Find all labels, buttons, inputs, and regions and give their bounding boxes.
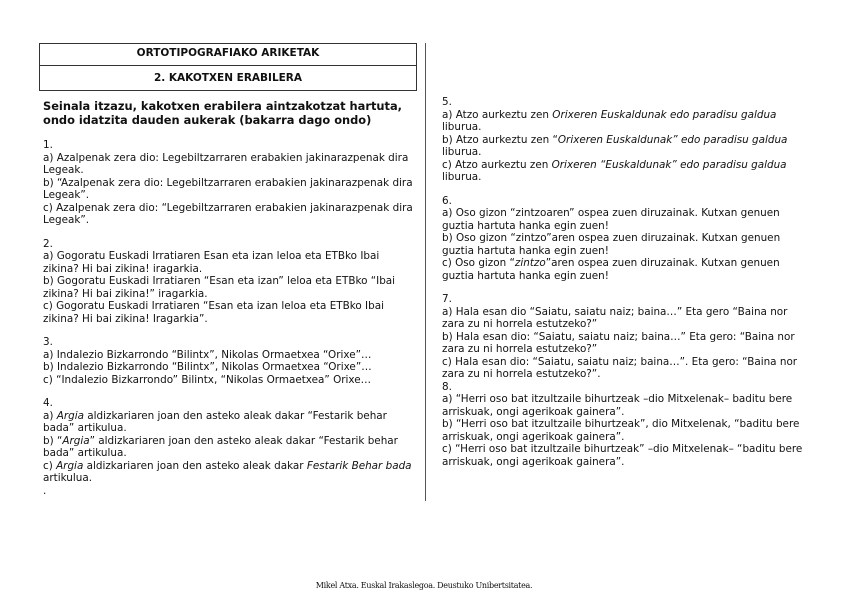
option-text: c) Gogoratu Euskadi Irratiaren “Esan eta izan leloa eta ETBko Ibai zikina? Hi bai zikina! Iragarkia”. <box>43 300 384 325</box>
document-subtitle: 2. KAKOTXEN ERABILERA <box>153 72 303 84</box>
question-number: 2. <box>43 237 53 250</box>
option-text: c) Azalpenak zera dio: “Legebiltzarraren erabakien jakinarazpenak dira Legeak”. <box>43 201 413 226</box>
option-text: b) “Azalpenak zera dio: Legebiltzarraren erabakien jakinarazpenak dira Legeak”. <box>43 176 413 201</box>
question-number: 7. <box>442 293 452 305</box>
question-number: 6. <box>442 194 452 207</box>
right-column <box>442 96 807 479</box>
option-text: c) <box>43 459 57 472</box>
question-number: 5. <box>442 96 452 108</box>
option-text: a) Atzo aurkeztu zen <box>442 108 553 121</box>
option-text: a) Oso gizon “zintzoaren” ospea zuen diruzainak. Kutxan genuen guztia hartuta hanka egin zuen! <box>442 207 780 232</box>
question-8 <box>442 381 807 469</box>
option-text: a) Azalpenak zera dio: Legebiltzarraren erabakien jakinarazpenak dira Legeak. <box>43 151 409 176</box>
answer-option-b[interactable] <box>43 177 413 202</box>
option-text: liburua. <box>442 121 482 133</box>
answer-option-c[interactable] <box>43 460 413 485</box>
option-text: c) Atzo aurkeztu zen <box>442 158 552 171</box>
option-text: b) “ <box>43 434 63 447</box>
question-3 <box>43 336 413 386</box>
question-4 <box>43 397 413 497</box>
italic-text: Argia <box>62 434 90 447</box>
question-2 <box>43 238 413 326</box>
question-number: 4. <box>43 397 53 409</box>
option-text: a) Hala esan dio “Saiatu, saiatu naiz; baina…” Eta gero “Baina nor zara zu ni horrela estutzeko?” <box>442 305 788 330</box>
option-text: b) Oso gizon “zintzo”aren ospea zuen diruzainak. Kutxan genuen guztia hartuta hanka egin zuen! <box>442 232 781 257</box>
option-text: b) Indalezio Bizkarrondo “Bilintx”, Nikolas Ormaetxea “Orixe”… <box>43 361 372 373</box>
header-divider <box>40 65 416 66</box>
instruction-text: Seinala itzazu, kakotxen erabilera aintzakotzat hartuta, ondo idatzita dauden aukerak (bakarra dago ondo) <box>43 99 402 127</box>
option-text: liburua. <box>442 171 482 183</box>
answer-option-b[interactable] <box>442 232 807 257</box>
answer-option-c[interactable] <box>43 300 413 325</box>
left-column <box>43 100 413 508</box>
option-text: a) Gogoratu Euskadi Irratiaren Esan eta izan leloa eta ETBko Ibai zikina? Hi bai zikina! iragarkia. <box>43 250 380 275</box>
question-7 <box>442 293 807 381</box>
question-5 <box>442 96 807 184</box>
trailing-mark: . <box>43 484 47 497</box>
answer-option-b[interactable] <box>43 275 413 300</box>
option-text: a) Indalezio Bizkarrondo “Bilintx”, Nikolas Ormaetxea “Orixe”… <box>43 348 372 361</box>
option-text: b) Atzo aurkeztu zen “ <box>442 133 558 146</box>
document-title: ORTOTIPOGRAFIAKO ARIKETAK <box>136 47 320 59</box>
question-number: 1. <box>43 139 53 151</box>
option-text: c) “Indalezio Bizkarrondo” Bilintx, “Nikolas Ormaetxea” Orixe… <box>43 373 372 386</box>
answer-option-a[interactable] <box>43 250 413 275</box>
option-text: artikulua. <box>43 472 93 484</box>
answer-option-a[interactable] <box>442 393 807 418</box>
answer-option-a[interactable] <box>43 152 413 177</box>
option-text: c) Hala esan dio: “Saiatu, saiatu naiz; baina…”. Eta gero: “Baina nor zara zu ni horrela estutzeko?”. <box>442 355 798 380</box>
option-text: c) Oso gizon “ <box>442 257 515 269</box>
answer-option-b[interactable] <box>43 435 413 460</box>
answer-option-a[interactable] <box>442 207 807 232</box>
option-text: b) Gogoratu Euskadi Irratiaren “Esan eta izan” leloa eta ETBko “Ibai zikina? Hi bai zikina!” iragarkia. <box>43 275 396 300</box>
page-footer: Mikel Atxa. Euskal Irakaslegoa. Deustuko Unibertsitatea. <box>315 581 533 590</box>
option-text: ” aldizkariaren joan den asteko aleak dakar “Festarik behar bada” artikulua. <box>43 434 398 459</box>
answer-option-c[interactable] <box>442 159 807 184</box>
option-text: a) <box>43 409 57 422</box>
option-text: aldizkariaren joan den asteko aleak dakar “Festarik behar bada” artikulua. <box>43 409 387 434</box>
answer-option-c[interactable] <box>43 202 413 227</box>
question-1 <box>43 139 413 227</box>
question-6 <box>442 195 807 283</box>
italic-text: zintzo <box>514 257 546 269</box>
italic-text: Orixeren “Euskaldunak” edo paradisu galdua <box>551 158 787 171</box>
column-divider <box>425 43 426 501</box>
answer-option-b[interactable] <box>442 331 807 356</box>
answer-option-c[interactable] <box>442 443 807 468</box>
option-text: a) “Herri oso bat itzultzaile bihurtzeak –dio Mitxelenak– baditu bere arriskuak, ongi agerikoak gainera”. <box>442 393 793 418</box>
answer-option-c[interactable] <box>442 257 807 282</box>
italic-text: Festarik Behar bada <box>306 459 412 472</box>
italic-text: Argia <box>56 409 84 422</box>
answer-option-b[interactable] <box>442 134 807 159</box>
option-text: b) “Herri oso bat itzultzaile bihurtzeak”, dio Mitxelenak, “baditu bere arriskuak, ongi agerikoak gainera”. <box>442 418 800 443</box>
italic-text: Orixeren Euskaldunak edo paradisu galdua <box>552 108 777 121</box>
question-number: 8. <box>442 380 452 393</box>
option-text: liburua. <box>442 146 482 158</box>
answer-option-b[interactable] <box>43 361 413 374</box>
answer-option-b[interactable] <box>442 418 807 443</box>
answer-option-a[interactable] <box>442 306 807 331</box>
question-number: 3. <box>43 336 53 348</box>
answer-option-c[interactable] <box>442 356 807 381</box>
italic-text: Orixeren Euskaldunak” edo paradisu galdua <box>557 133 788 146</box>
italic-text: Argia <box>56 459 84 472</box>
answer-option-a[interactable] <box>43 349 413 362</box>
option-text: b) Hala esan dio: “Saiatu, saiatu naiz; baina…” Eta gero: “Baina nor zara zu ni horrela estutzeko?” <box>442 330 795 355</box>
header-box <box>39 43 417 91</box>
answer-option-a[interactable] <box>43 410 413 435</box>
option-text: c) “Herri oso bat itzultzaile bihurtzeak” –dio Mitxelenak– “baditu bere arriskuak, ongi agerikoak gainera”. <box>442 443 803 468</box>
answer-option-a[interactable] <box>442 109 807 134</box>
option-text: ”aren ospea zuen diruzainak. Kutxan genuen guztia hartuta hanka egin zuen! <box>442 257 780 282</box>
answer-option-c[interactable] <box>43 374 413 387</box>
option-text: aldizkariaren joan den asteko aleak dakar <box>83 459 307 472</box>
